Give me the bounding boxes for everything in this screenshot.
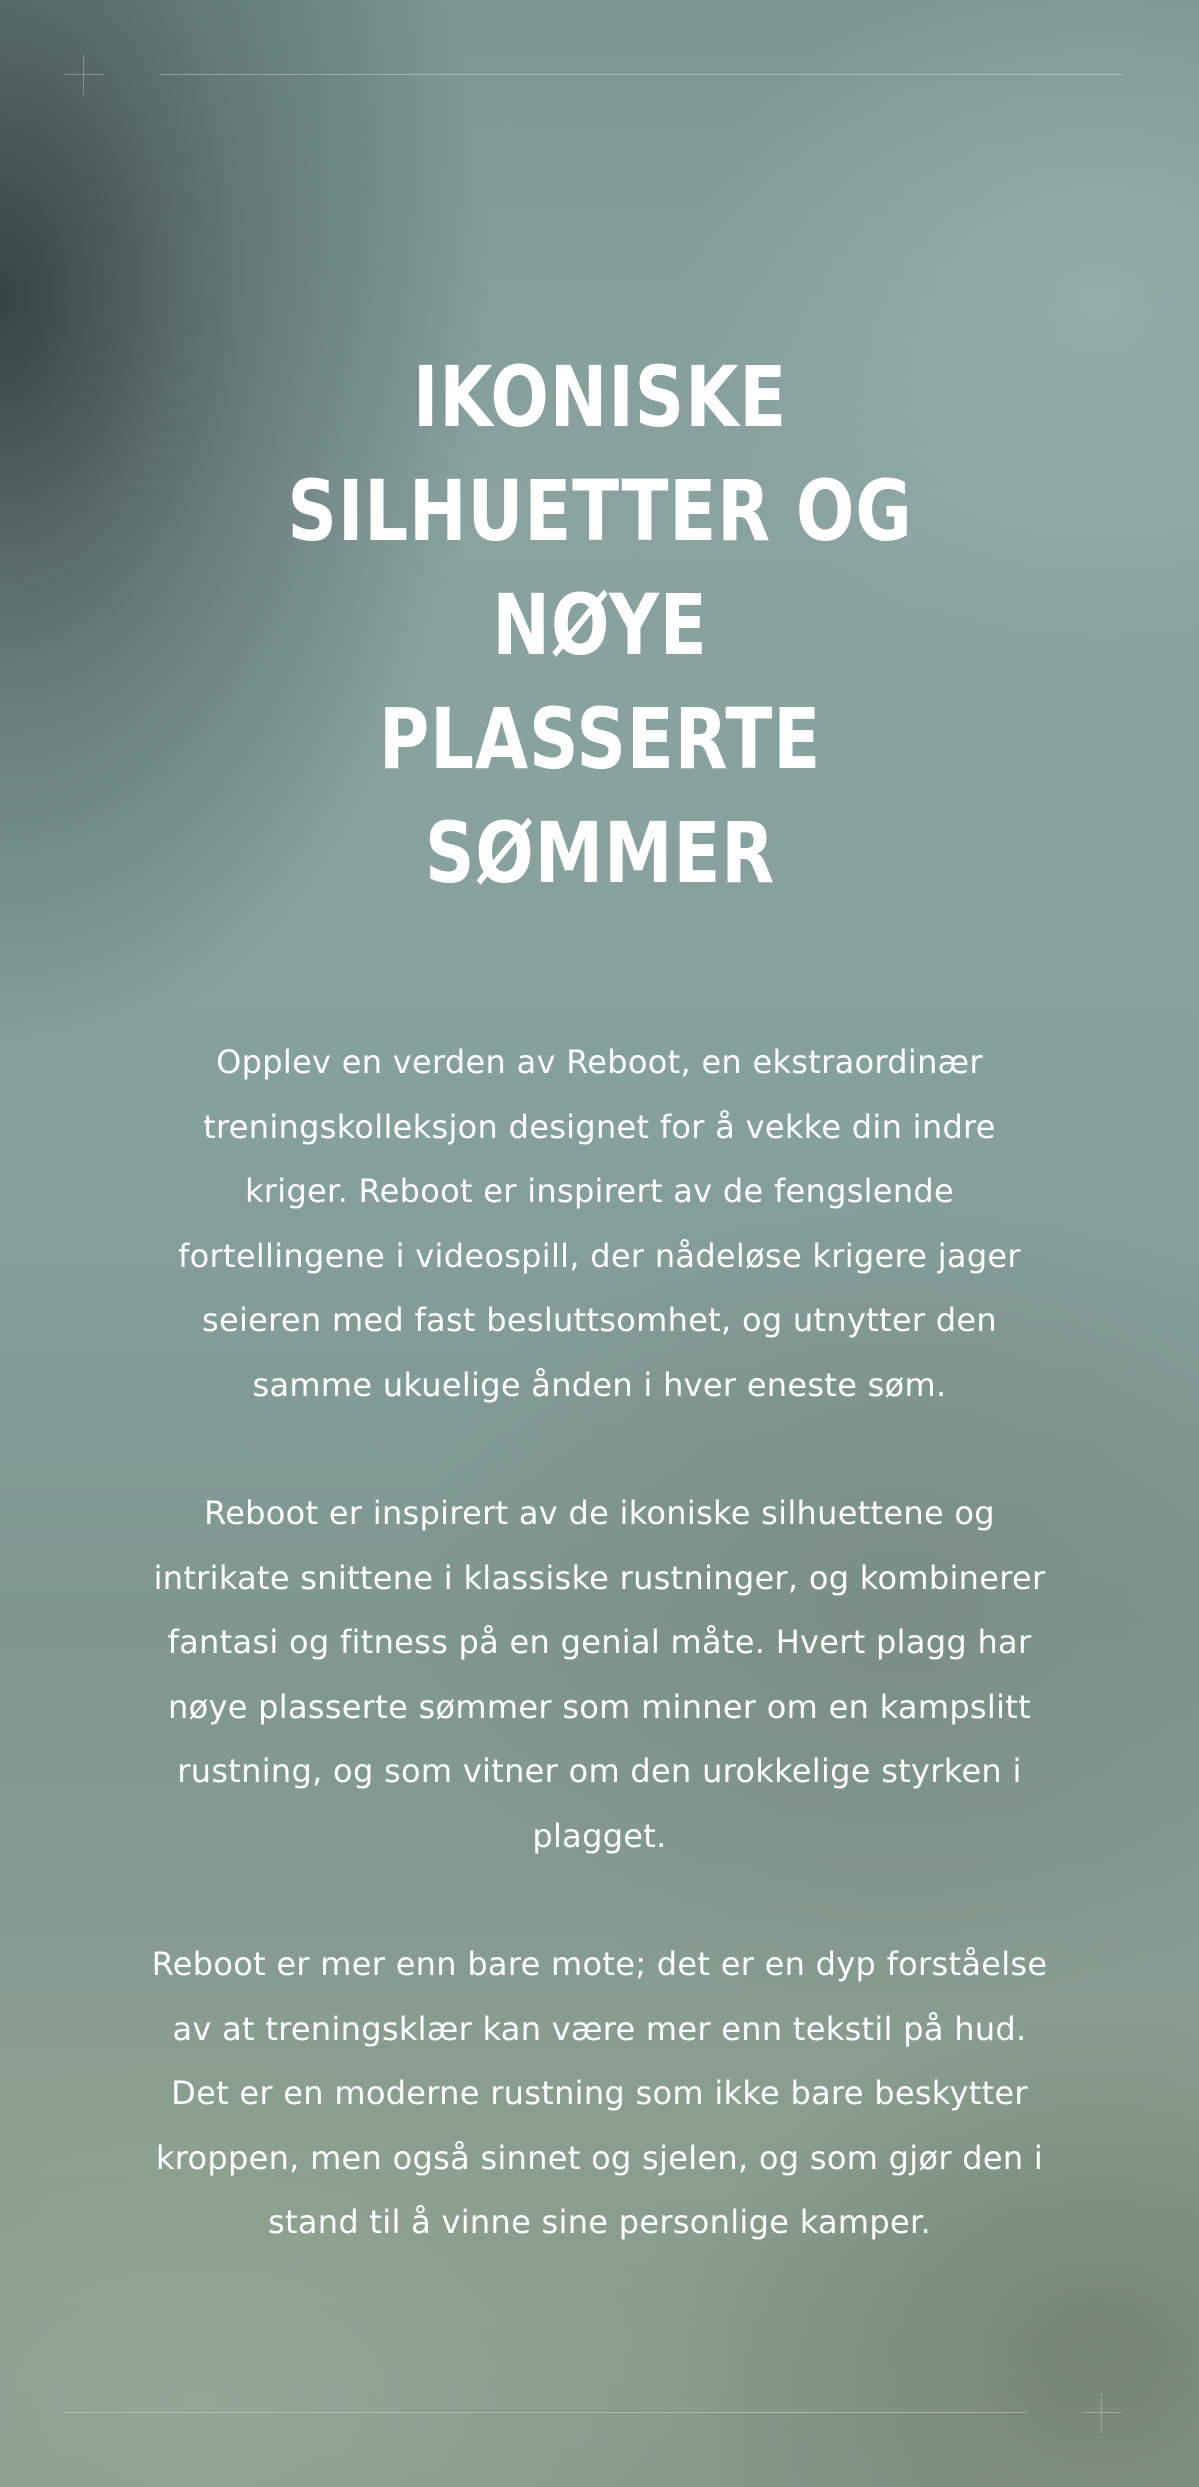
paragraph-silhouettes: Reboot er inspirert av de ikoniske silhuettene og intrikate snittene i klassiske rustninger, og kombinerer fantasi og fitness på en genial måte. Hvert plagg har nøye plasserte sømmer som minner om en kampslitt rustning, og som vitner om den urokkelige styrken i plagget. <box>153 1494 1046 1855</box>
plus-crosshair-icon <box>64 55 104 95</box>
top-divider <box>160 74 1123 75</box>
plus-crosshair-icon <box>1082 2393 1122 2433</box>
bottom-divider <box>64 2412 1027 2413</box>
page-title-line-1: IKONISKE <box>412 348 787 446</box>
page-title-line-2: SILHUETTER OG NØYE <box>286 462 913 674</box>
main-section <box>0 340 1199 2319</box>
page-title <box>198 340 1002 910</box>
paragraph-intro: Opplev en verden av Reboot, en ekstraordinær treningskolleksjon designet for å vekke din indre kriger. Reboot er inspirert av de fengslende fortellingene i videospill, der nådeløse krigere jager seieren med fast besluttsomhet, og utnytter den samme ukuelige ånden i hver eneste søm. <box>178 1043 1021 1404</box>
body-text <box>150 1030 1050 2255</box>
page-title-line-3: PLASSERTE SØMMER <box>378 690 821 902</box>
paragraph-armor: Reboot er mer enn bare mote; det er en dyp forståelse av at treningsklær kan være mer enn tekstil på hud. Det er en moderne rustning som ikke bare beskytter kroppen, men også sinnet og sjelen, og som gjør den i stand til å vinne sine personlige kamper. <box>151 1945 1048 2241</box>
